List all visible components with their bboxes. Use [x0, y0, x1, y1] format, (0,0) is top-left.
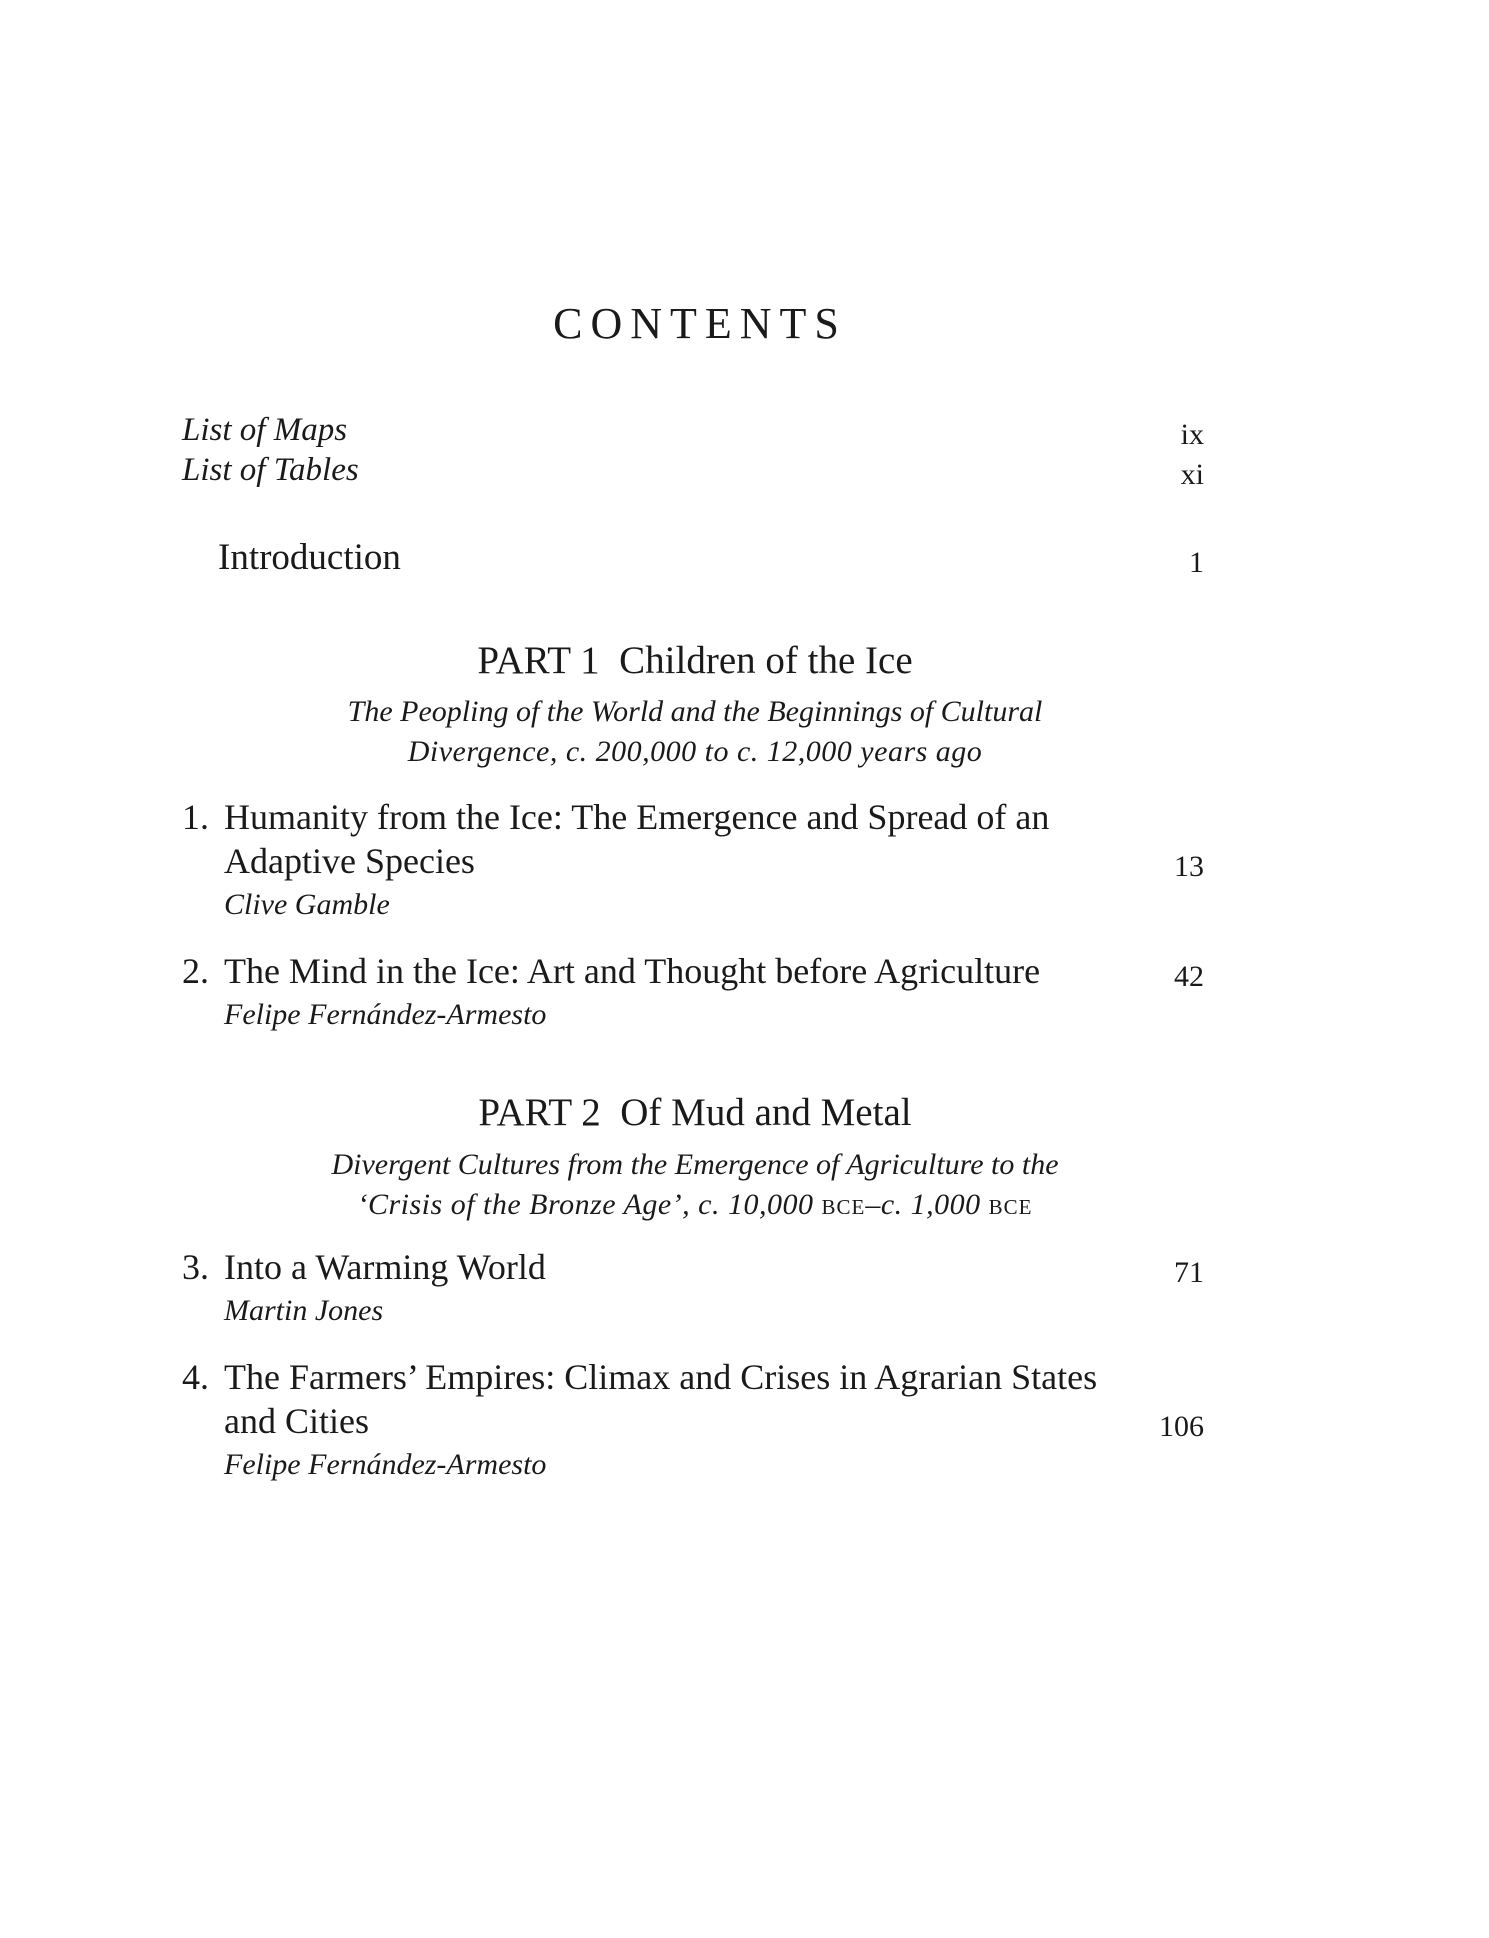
chapter-4-number: 4. — [182, 1357, 209, 1397]
part-1-heading[interactable] — [0, 638, 1390, 683]
part-1-title: Children of the Ice — [619, 639, 913, 682]
chapter-3-author: Martin Jones — [224, 1294, 384, 1327]
chapter-2-number: 2. — [182, 951, 209, 991]
toc-entry-list-of-tables[interactable]: List of Tables — [182, 452, 359, 488]
chapter-4-author: Felipe Fernández-Armesto — [224, 1448, 547, 1481]
part-1-subtitle-line-1: The Peopling of the World and the Beginnings of Cultural — [347, 695, 1043, 728]
chapter-1-number: 1. — [182, 797, 209, 837]
part-2-subtitle-line-2 — [0, 1185, 1390, 1225]
chapter-4-title-line-2[interactable]: and Cities — [224, 1401, 369, 1441]
era-abbrev-bce: bce — [821, 1188, 866, 1221]
toc-entry-list-of-maps[interactable]: List of Maps — [182, 412, 348, 448]
chapter-3-number: 3. — [182, 1247, 209, 1287]
page-title: CONTENTS — [553, 299, 847, 348]
chapter-1-title-line-2[interactable]: Adaptive Species — [224, 841, 475, 881]
chapter-3-title-line-1[interactable]: Into a Warming World — [224, 1247, 546, 1287]
part-2-subtitle-line-1: Divergent Cultures from the Emergence of Agriculture to the — [331, 1148, 1059, 1181]
chapter-1-author: Clive Gamble — [224, 888, 390, 921]
chapter-4-page-number: 106 — [1159, 1410, 1204, 1443]
part-2-heading[interactable] — [0, 1090, 1390, 1135]
chapter-2-author: Felipe Fernández-Armesto — [224, 998, 547, 1031]
part-2-title: Of Mud and Metal — [620, 1091, 912, 1134]
era-abbrev-bce: bce — [988, 1188, 1033, 1221]
chapter-2-page-number: 42 — [1174, 960, 1204, 993]
chapter-1-page-number: 13 — [1174, 850, 1204, 883]
toc-entry-introduction[interactable]: Introduction — [218, 537, 401, 578]
chapter-2-title-line-1[interactable]: The Mind in the Ice: Art and Thought before Agriculture — [224, 951, 1041, 991]
part-1-label: PART 1 — [477, 639, 600, 682]
chapter-4-title-line-1[interactable]: The Farmers’ Empires: Climax and Crises in Agrarian States — [224, 1357, 1098, 1397]
part-2-subtitle-text-a: ‘Crisis of the Bronze Age’, c. 10,000 — [357, 1188, 822, 1221]
page-number-list-of-tables: xi — [1180, 458, 1204, 491]
part-1-subtitle-line-2: Divergence, c. 200,000 to c. 12,000 years ago — [407, 735, 983, 768]
page-number-introduction: 1 — [1189, 546, 1204, 579]
part-2-subtitle-text-c: –c. 1,000 — [865, 1188, 989, 1221]
chapter-3-page-number: 71 — [1174, 1256, 1204, 1289]
chapter-1-title-line-1[interactable]: Humanity from the Ice: The Emergence and Spread of an — [224, 797, 1050, 837]
page-number-list-of-maps: ix — [1180, 418, 1204, 451]
part-2-label: PART 2 — [478, 1091, 601, 1134]
